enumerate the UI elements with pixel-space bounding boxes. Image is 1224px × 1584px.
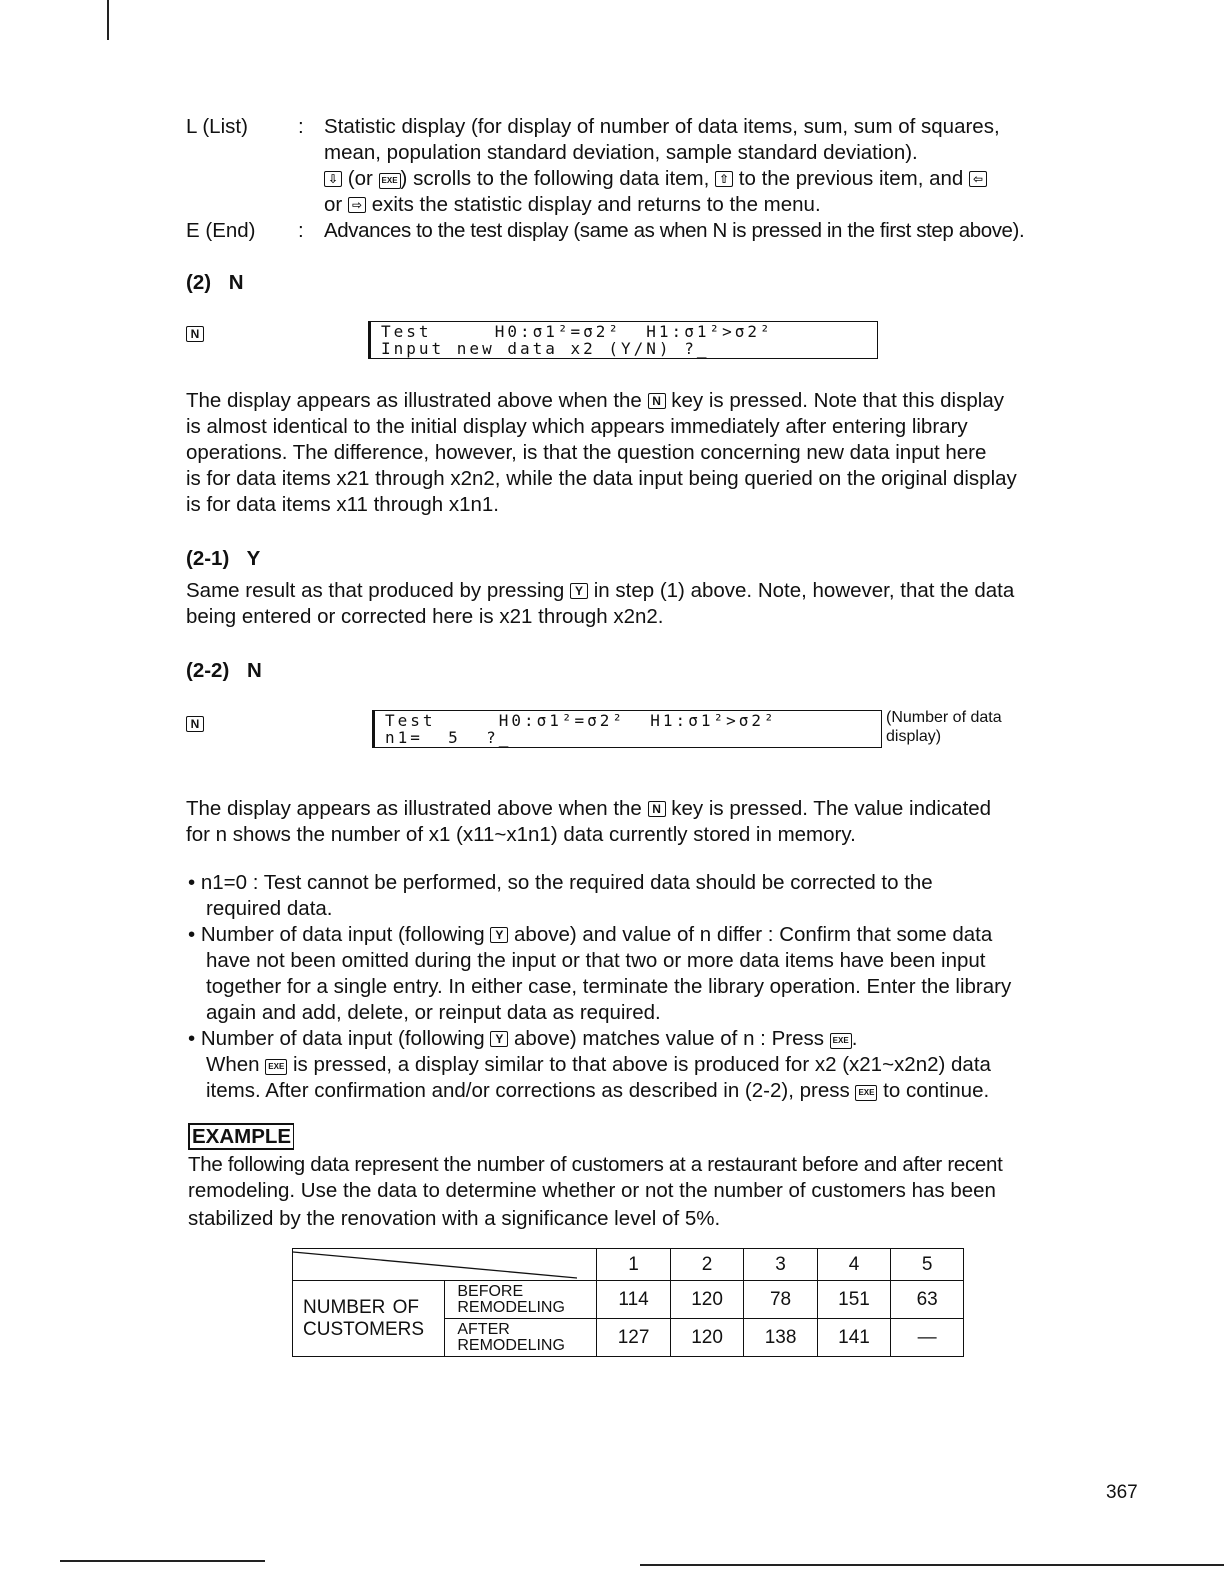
page-number: 367 xyxy=(1106,1482,1138,1503)
section-2-2-para-line1: The display appears as illustrated above when the N key is pressed. The value indicated xyxy=(186,797,992,820)
up-arrow-key-icon: ⇧ xyxy=(715,171,733,187)
bullet-2-line1: • Number of data input (following Y above) and value of n differ : Confirm that some data xyxy=(188,923,993,946)
lcd-display-number-of-data xyxy=(372,710,882,748)
exe-key-icon: EXE xyxy=(830,1033,852,1049)
section-2-para-line3: operations. The difference, however, is that the question concerning new data input here xyxy=(186,441,987,464)
example-para-line2: remodeling. Use the data to determine whether or not the number of customers has been xyxy=(188,1179,996,1202)
section-2-para-line2: is almost identical to the initial display which appears immediately after entering library xyxy=(186,415,968,438)
section-2-1-para-line1: Same result as that produced by pressing Y in step (1) above. Note, however, that the data xyxy=(186,579,1015,602)
lcd-line-1: Test H0:σ1²=σ2² H1:σ1²>σ2² xyxy=(385,711,777,730)
list-desc-line3: ⇩ (or EXE ) scrolls to the following data item, ⇧ to the previous item, and ⇦ xyxy=(324,166,987,192)
end-desc: Advances to the test display (same as when N is pressed in the first step above). xyxy=(324,219,1025,242)
column-header: 4 xyxy=(817,1249,890,1281)
bullet-2-line4: again and add, delete, or reinput data as required. xyxy=(206,1001,661,1024)
column-header: 2 xyxy=(670,1249,743,1281)
section-2-2-heading: (2-2) N xyxy=(186,659,262,682)
table-cell: 127 xyxy=(597,1319,670,1357)
table-header-row xyxy=(293,1249,964,1281)
list-desc-line2: mean, population standard deviation, sample standard deviation). xyxy=(324,141,918,164)
y-key-icon: Y xyxy=(490,1031,508,1047)
table-row xyxy=(293,1281,964,1319)
lcd-display-test-input xyxy=(368,321,878,359)
lcd-line-2: n1= 5 ?_ xyxy=(385,728,512,747)
section-2-para-line5: is for data items x11 through x1n1. xyxy=(186,493,499,516)
table-cell: 120 xyxy=(670,1319,743,1357)
example-para-line3: stabilized by the renovation with a significance level of 5%. xyxy=(188,1207,721,1230)
end-term: E (End) xyxy=(186,219,256,242)
column-header: 1 xyxy=(597,1249,670,1281)
n-key-icon: N xyxy=(648,393,666,409)
table-cell: 151 xyxy=(817,1281,890,1319)
y-key-icon: Y xyxy=(570,583,588,599)
bullet-2-line3: together for a single entry. In either case, terminate the library operation. Enter the library xyxy=(206,975,1012,998)
right-arrow-key-icon: ⇨ xyxy=(348,197,366,213)
exe-key-icon: EXE xyxy=(265,1059,287,1075)
table-cell: 114 xyxy=(597,1281,670,1319)
bullet-1-line1: • n1=0 : Test cannot be performed, so the required data should be corrected to the xyxy=(188,871,933,894)
table-cell: 138 xyxy=(744,1319,817,1357)
n-key-icon: N xyxy=(186,326,204,342)
list-desc-line4: or ⇨ exits the statistic display and returns to the menu. xyxy=(324,193,821,216)
example-label xyxy=(188,1124,294,1150)
n-key-icon: N xyxy=(648,801,666,817)
bullet-2-line2: have not been omitted during the input or that two or more data items have been input xyxy=(206,949,986,972)
bullet-3-line1: • Number of data input (following Y above) matches value of n : Press EXE . xyxy=(188,1027,858,1050)
section-2-heading: (2) N xyxy=(186,271,244,294)
table-cell: 78 xyxy=(744,1281,817,1319)
y-key-icon: Y xyxy=(490,927,508,943)
bullet-3-line3: items. After confirmation and/or corrections as described in (2-2), press EXE to continue. xyxy=(206,1079,990,1102)
end-colon: : xyxy=(298,219,304,242)
lcd-line-1: Test H0:σ1²=σ2² H1:σ1²>σ2² xyxy=(381,322,773,341)
bottom-rule xyxy=(640,1564,1224,1566)
table-cell: 141 xyxy=(817,1319,890,1357)
list-desc-line1: Statistic display (for display of number of data items, sum, sum of squares, xyxy=(324,115,1000,138)
column-header: 3 xyxy=(744,1249,817,1281)
n-key-marker-2 xyxy=(186,712,204,736)
section-2-1-para-line2: being entered or corrected here is x21 through x2n2. xyxy=(186,605,664,628)
binding-edge-bottom xyxy=(60,1560,265,1562)
list-term: L (List) xyxy=(186,115,248,138)
bullet-1-line2: required data. xyxy=(206,897,333,920)
row-label: BEFORE REMODELING xyxy=(445,1281,597,1319)
lcd-note: (Number of data display) xyxy=(886,709,1002,745)
exe-key-icon: EXE xyxy=(379,173,401,189)
left-arrow-key-icon: ⇦ xyxy=(969,171,987,187)
diagonal-line xyxy=(293,1250,577,1280)
example-box: EXAMPLE xyxy=(188,1123,294,1150)
down-arrow-key-icon: ⇩ xyxy=(324,171,342,187)
table-cell: — xyxy=(891,1319,964,1357)
table-corner-cell xyxy=(293,1249,597,1281)
column-header: 5 xyxy=(891,1249,964,1281)
example-para-line1: The following data represent the number of customers at a restaurant before and after recent xyxy=(188,1153,1003,1176)
section-2-para-line1: The display appears as illustrated above when the N key is pressed. Note that this display xyxy=(186,389,1004,412)
group-label: NUMBER OF CUSTOMERS xyxy=(293,1281,445,1357)
exe-key-icon: EXE xyxy=(855,1085,877,1101)
table-cell: 120 xyxy=(670,1281,743,1319)
table-cell: 63 xyxy=(891,1281,964,1319)
n-key-icon: N xyxy=(186,716,204,732)
section-2-2-para-line2: for n shows the number of x1 (x11~x1n1) data currently stored in memory. xyxy=(186,823,856,846)
list-colon: : xyxy=(298,115,304,138)
row-label: AFTER REMODELING xyxy=(445,1319,597,1357)
section-2-1-heading: (2-1) Y xyxy=(186,547,261,570)
customers-table xyxy=(292,1248,964,1357)
n-key-marker xyxy=(186,322,204,346)
bullet-3-line2: When EXE is pressed, a display similar to that above is produced for x2 (x21~x2n2) data xyxy=(206,1053,991,1076)
section-2-para-line4: is for data items x21 through x2n2, while the data input being queried on the original display xyxy=(186,467,1017,490)
lcd-line-2: Input new data x2 (Y/N) ?_ xyxy=(381,339,710,358)
binding-edge xyxy=(107,0,109,40)
